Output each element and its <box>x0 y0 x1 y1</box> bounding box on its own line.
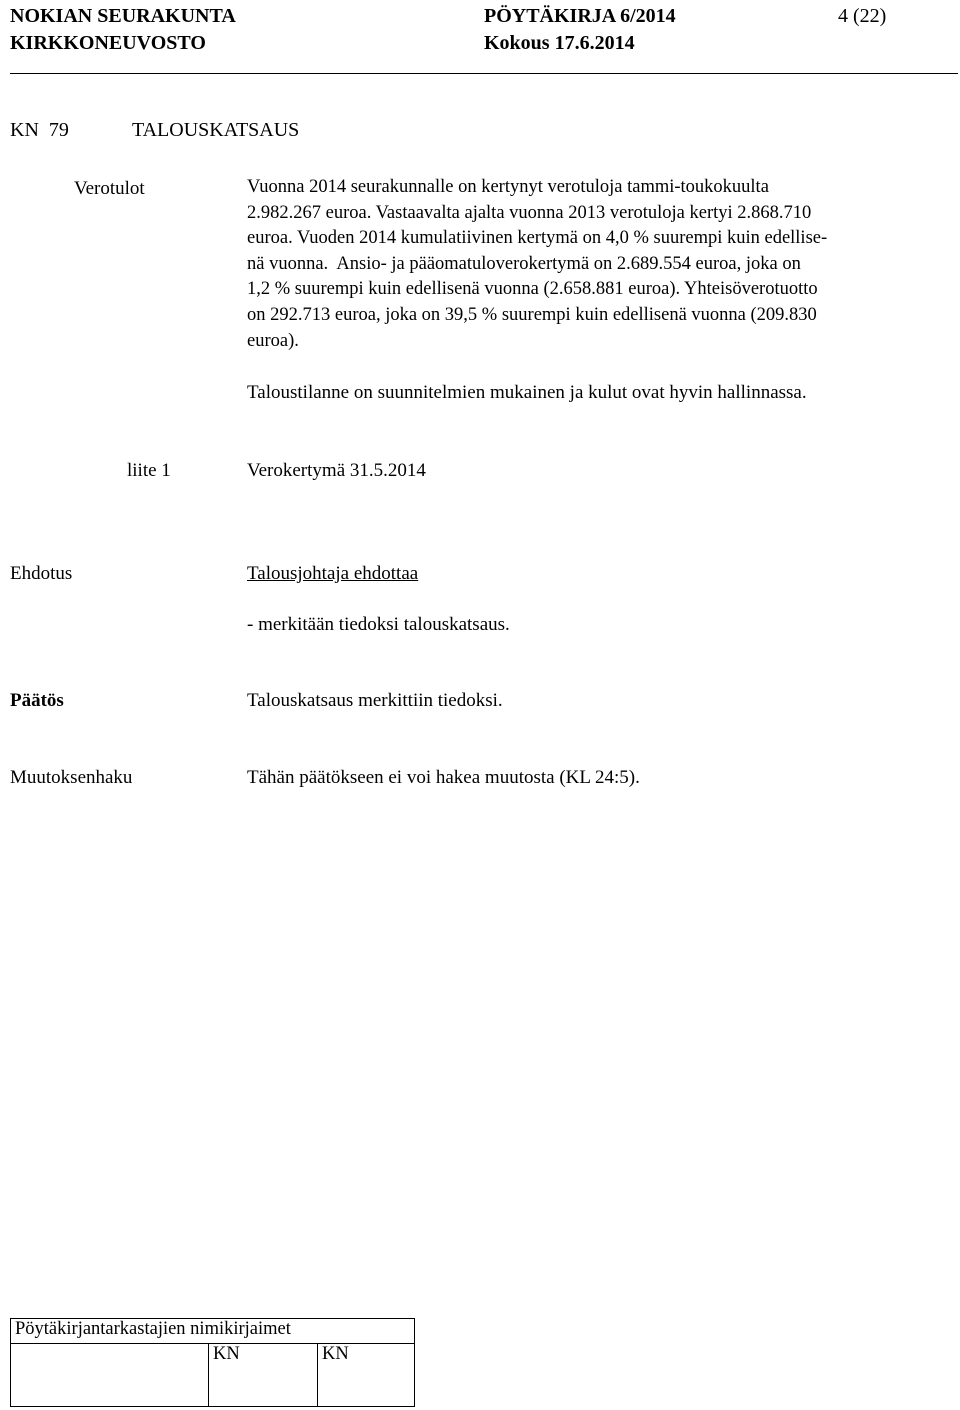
document-title: PÖYTÄKIRJA 6/2014 <box>484 5 676 27</box>
board-name: KIRKKONEUVOSTO <box>10 32 206 54</box>
verotulot-line: Vuonna 2014 seurakunnalle on kertynyt verotuloja tammi-toukokuulta <box>247 177 769 197</box>
org-name: NOKIAN SEURAKUNTA <box>10 5 236 27</box>
section-title: TALOUSKATSAUS <box>132 119 300 141</box>
verotulot-line: 1,2 % suurempi kuin edellisenä vuonna (2.658.881 euroa). Yhteisöverotuotto <box>247 279 818 300</box>
financial-summary: Taloustilanne on suunnitelmien mukainen ja kulut ovat hyvin hallinnassa. <box>247 382 807 403</box>
header-divider <box>10 73 958 74</box>
signature-cell-initials: KN <box>209 1344 318 1407</box>
proposal-heading: Talousjohtaja ehdottaa <box>247 563 419 584</box>
proposal-text: - merkitään tiedoksi talouskatsaus. <box>247 614 510 635</box>
attachment-label: liite 1 <box>127 460 171 481</box>
verotulot-line: euroa). <box>247 330 299 351</box>
signature-box-title: Pöytäkirjantarkastajien nimikirjaimet <box>11 1319 415 1344</box>
verotulot-line: nä vuonna. Ansio- ja pääomatuloverokertymä on 2.689.554 euroa, joka on <box>247 253 801 274</box>
verotulot-paragraph <box>247 175 947 354</box>
decision-label: Päätös <box>10 690 64 711</box>
section-number: KN 79 <box>10 119 69 141</box>
page-number: 4 (22) <box>838 5 887 27</box>
signature-cell-empty <box>11 1344 209 1407</box>
proposal-label: Ehdotus <box>10 563 73 584</box>
attachment-link[interactable]: Verokertymä 31.5.2014 <box>247 460 426 481</box>
decision-text: Talouskatsaus merkittiin tiedoksi. <box>247 690 503 711</box>
appeal-label: Muutoksenhaku <box>10 767 133 788</box>
signature-cell-initials: KN <box>318 1344 415 1407</box>
verotulot-label: Verotulot <box>74 178 145 199</box>
signature-box <box>10 1318 415 1407</box>
meeting-date: Kokous 17.6.2014 <box>484 32 635 54</box>
verotulot-line: 2.982.267 euroa. Vastaavalta ajalta vuonna 2013 verotuloja kertyi 2.868.710 <box>247 202 812 223</box>
verotulot-line: euroa. Vuoden 2014 kumulatiivinen kertymä on 4,0 % suurempi kuin edellise- <box>247 228 828 249</box>
appeal-text: Tähän päätökseen ei voi hakea muutosta (KL 24:5). <box>247 767 640 788</box>
verotulot-line: on 292.713 euroa, joka on 39,5 % suurempi kuin edellisenä vuonna (209.830 <box>247 304 817 325</box>
